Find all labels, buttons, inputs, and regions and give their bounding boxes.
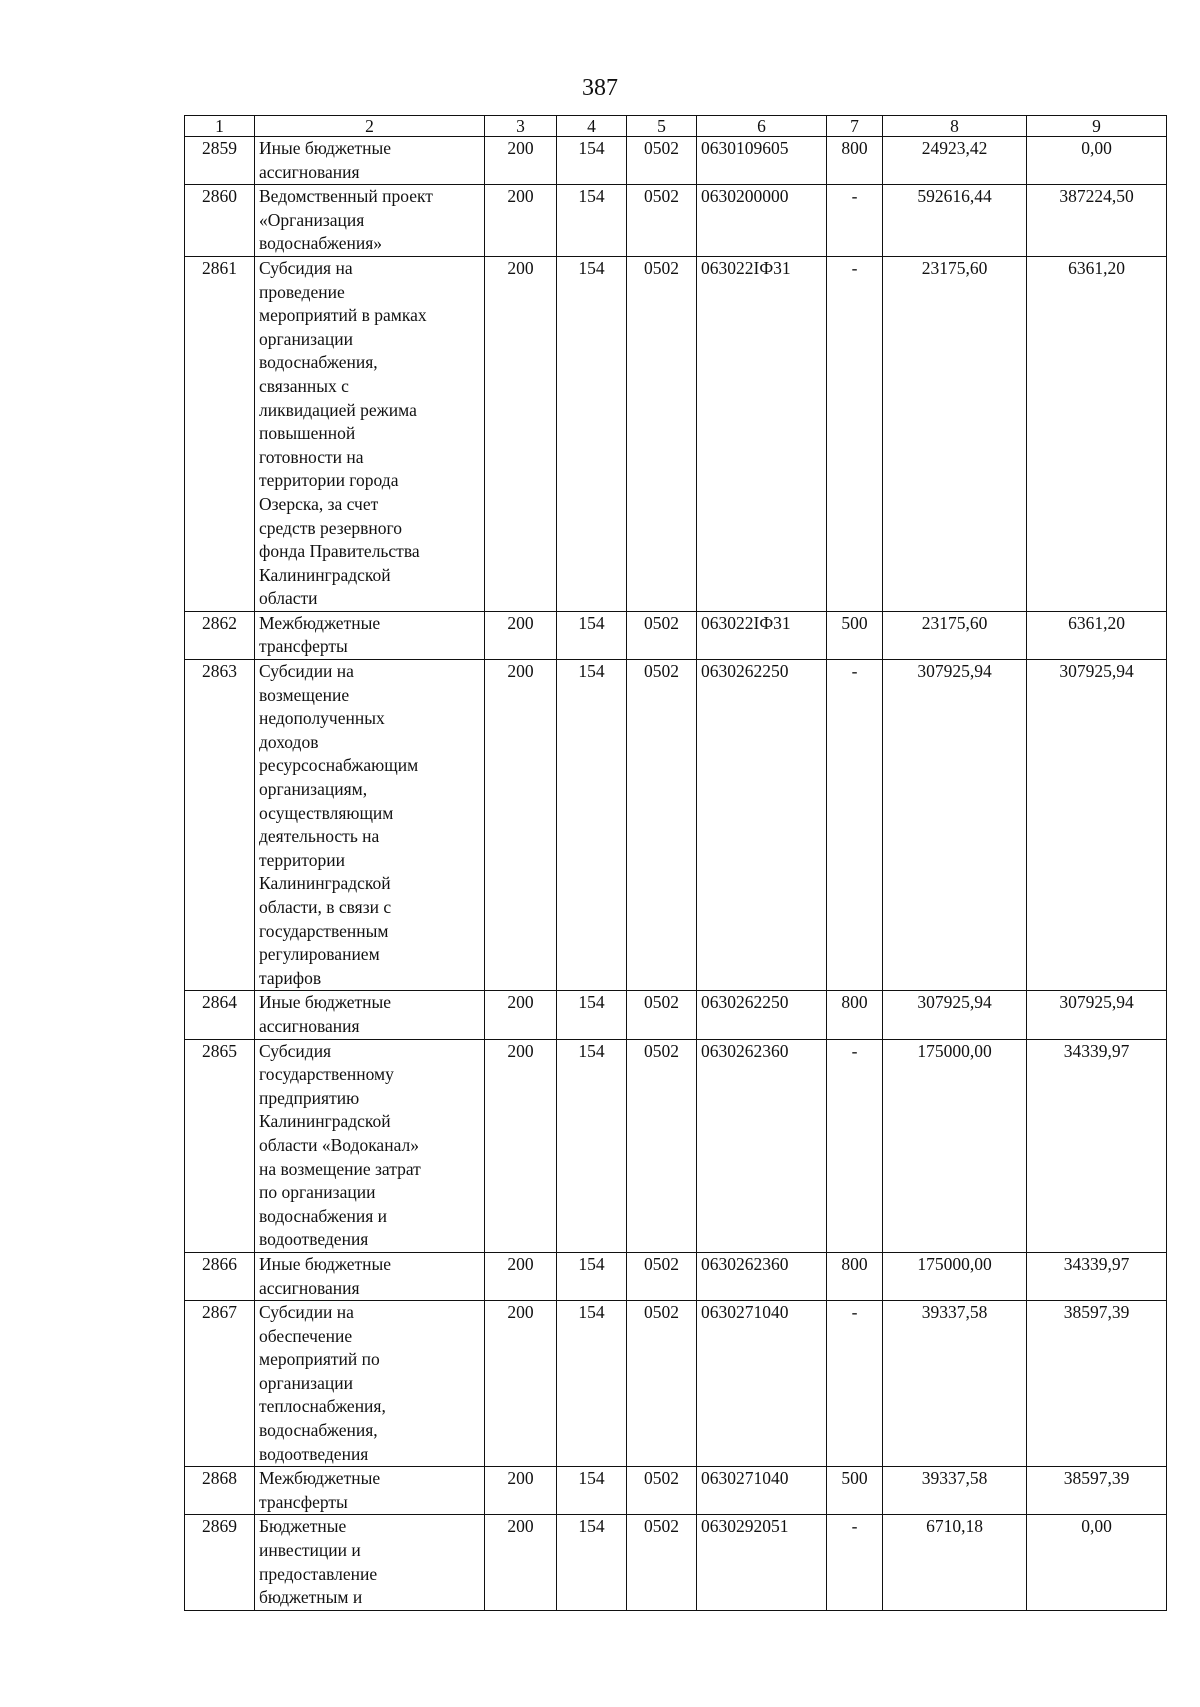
column-header: 5 xyxy=(627,116,697,137)
item-name-line: проведение xyxy=(259,281,345,302)
expense-type-cell: - xyxy=(827,185,883,257)
column-3-cell: 200 xyxy=(485,611,557,659)
item-name-cell xyxy=(255,1252,485,1300)
target-code-cell: 063022IФ31 xyxy=(697,256,827,611)
item-name-line: Иные бюджетные xyxy=(259,138,392,158)
column-4-cell: 154 xyxy=(557,1301,627,1467)
amount-column-8-cell: 39337,58 xyxy=(883,1467,1027,1515)
item-name-line: повышенной xyxy=(259,423,356,444)
item-name-line: бюджетным и xyxy=(259,1587,363,1608)
item-name-line: организации xyxy=(259,328,353,349)
item-name-line: Субсидия на xyxy=(259,257,353,278)
column-3-cell: 200 xyxy=(485,256,557,611)
column-3-cell: 200 xyxy=(485,1515,557,1610)
target-code-cell: 0630271040 xyxy=(697,1301,827,1467)
item-name-line: инвестиции и xyxy=(259,1540,361,1561)
item-name-line: средств резервного xyxy=(259,517,403,538)
item-name-line: связанных с xyxy=(259,375,349,396)
amount-column-9-cell: 38597,39 xyxy=(1027,1301,1167,1467)
amount-column-8-cell: 23175,60 xyxy=(883,611,1027,659)
column-header: 7 xyxy=(827,116,883,137)
table-row xyxy=(185,1467,1167,1515)
item-name-line: ассигнования xyxy=(259,1015,360,1036)
row-number-cell: 2868 xyxy=(185,1467,255,1515)
item-name-line: Калининградской xyxy=(259,873,391,894)
column-3-cell: 200 xyxy=(485,660,557,991)
table-row xyxy=(185,1515,1167,1610)
header-row xyxy=(185,116,1167,137)
item-name-line: по организации xyxy=(259,1182,376,1203)
target-code-cell: 0630292051 xyxy=(697,1515,827,1610)
column-4-cell: 154 xyxy=(557,1515,627,1610)
item-name-line: Иные бюджетные xyxy=(259,1253,392,1274)
amount-column-9-cell: 307925,94 xyxy=(1027,991,1167,1039)
item-name-cell xyxy=(255,1467,485,1515)
item-name-line: трансферты xyxy=(259,636,348,657)
item-name-cell xyxy=(255,185,485,257)
item-name-line: мероприятий по xyxy=(259,1349,380,1370)
table-row xyxy=(185,137,1167,185)
item-name-line: Бюджетные xyxy=(259,1516,347,1537)
column-4-cell: 154 xyxy=(557,1467,627,1515)
section-code-cell: 0502 xyxy=(627,1515,697,1610)
item-name-line: возмещение xyxy=(259,684,350,705)
item-name-cell xyxy=(255,1301,485,1467)
item-name-line: Субсидии на xyxy=(259,661,354,682)
item-name-line: доходов xyxy=(259,731,319,752)
column-3-cell: 200 xyxy=(485,1039,557,1252)
amount-column-8-cell: 24923,42 xyxy=(883,137,1027,185)
column-4-cell: 154 xyxy=(557,1039,627,1252)
amount-column-9-cell: 38597,39 xyxy=(1027,1467,1167,1515)
item-name-line: государственным xyxy=(259,920,389,941)
item-name-line: водоснабжения» xyxy=(259,233,383,254)
target-code-cell: 0630262360 xyxy=(697,1252,827,1300)
item-name-line: государственному xyxy=(259,1064,394,1085)
item-name-line: Субсидия xyxy=(259,1040,332,1061)
column-4-cell: 154 xyxy=(557,611,627,659)
row-number-cell: 2860 xyxy=(185,185,255,257)
item-name-cell xyxy=(255,660,485,991)
amount-column-8-cell: 39337,58 xyxy=(883,1301,1027,1467)
item-name-line: осуществляющим xyxy=(259,802,394,823)
column-3-cell: 200 xyxy=(485,1467,557,1515)
target-code-cell: 063022IФ31 xyxy=(697,611,827,659)
column-header: 4 xyxy=(557,116,627,137)
amount-column-9-cell: 0,00 xyxy=(1027,137,1167,185)
row-number-cell: 2865 xyxy=(185,1039,255,1252)
amount-column-9-cell: 34339,97 xyxy=(1027,1252,1167,1300)
item-name-line: территории xyxy=(259,849,345,870)
amount-column-8-cell: 175000,00 xyxy=(883,1252,1027,1300)
item-name-line: области «Водоканал» xyxy=(259,1134,419,1155)
column-3-cell: 200 xyxy=(485,137,557,185)
row-number-cell: 2866 xyxy=(185,1252,255,1300)
expense-type-cell: 800 xyxy=(827,1252,883,1300)
item-name-line: ликвидацией режима xyxy=(259,399,417,420)
expense-type-cell: 500 xyxy=(827,611,883,659)
section-code-cell: 0502 xyxy=(627,1301,697,1467)
row-number-cell: 2862 xyxy=(185,611,255,659)
table-row xyxy=(185,1252,1167,1300)
table-row xyxy=(185,991,1167,1039)
amount-column-8-cell: 592616,44 xyxy=(883,185,1027,257)
item-name-line: области, в связи с xyxy=(259,897,392,917)
section-code-cell: 0502 xyxy=(627,611,697,659)
item-name-line: «Организация xyxy=(259,209,365,230)
item-name-line: тарифов xyxy=(259,967,322,988)
section-code-cell: 0502 xyxy=(627,991,697,1039)
section-code-cell: 0502 xyxy=(627,256,697,611)
amount-column-9-cell: 307925,94 xyxy=(1027,660,1167,991)
item-name-line: организации xyxy=(259,1372,353,1393)
column-header: 9 xyxy=(1027,116,1167,137)
item-name-line: организациям, xyxy=(259,779,368,800)
amount-column-8-cell: 6710,18 xyxy=(883,1515,1027,1610)
item-name-line: теплоснабжения, xyxy=(259,1396,386,1417)
item-name-line: предоставление xyxy=(259,1563,378,1584)
item-name-line: Калининградской xyxy=(259,1111,391,1132)
column-3-cell: 200 xyxy=(485,1301,557,1467)
item-name-line: фонда Правительства xyxy=(259,541,420,562)
item-name-line: Межбюджетные xyxy=(259,612,381,633)
amount-column-9-cell: 6361,20 xyxy=(1027,256,1167,611)
amount-column-8-cell: 307925,94 xyxy=(883,991,1027,1039)
table-row xyxy=(185,1301,1167,1467)
amount-column-8-cell: 175000,00 xyxy=(883,1039,1027,1252)
item-name-line: водоснабжения, xyxy=(259,352,378,373)
column-3-cell: 200 xyxy=(485,1252,557,1300)
item-name-line: водоснабжения, xyxy=(259,1420,378,1441)
amount-column-8-cell: 307925,94 xyxy=(883,660,1027,991)
target-code-cell: 0630200000 xyxy=(697,185,827,257)
row-number-cell: 2869 xyxy=(185,1515,255,1610)
item-name-line: деятельность на xyxy=(259,826,380,847)
target-code-cell: 0630109605 xyxy=(697,137,827,185)
item-name-line: мероприятий в рамках xyxy=(259,305,427,326)
item-name-line: ассигнования xyxy=(259,1277,360,1298)
target-code-cell: 0630262250 xyxy=(697,991,827,1039)
column-4-cell: 154 xyxy=(557,991,627,1039)
expense-type-cell: - xyxy=(827,1301,883,1467)
item-name-line: территории города xyxy=(259,470,399,491)
column-4-cell: 154 xyxy=(557,256,627,611)
item-name-cell xyxy=(255,1515,485,1610)
row-number-cell: 2861 xyxy=(185,256,255,611)
column-header: 2 xyxy=(255,116,485,137)
column-header: 3 xyxy=(485,116,557,137)
item-name-line: ресурсоснабжающим xyxy=(259,755,419,776)
table-row xyxy=(185,1039,1167,1252)
table-row xyxy=(185,256,1167,611)
row-number-cell: 2864 xyxy=(185,991,255,1039)
target-code-cell: 0630262360 xyxy=(697,1039,827,1252)
amount-column-9-cell: 6361,20 xyxy=(1027,611,1167,659)
expense-type-cell: - xyxy=(827,256,883,611)
row-number-cell: 2867 xyxy=(185,1301,255,1467)
section-code-cell: 0502 xyxy=(627,185,697,257)
column-header: 8 xyxy=(883,116,1027,137)
column-4-cell: 154 xyxy=(557,1252,627,1300)
item-name-line: области xyxy=(259,588,318,609)
amount-column-9-cell: 0,00 xyxy=(1027,1515,1167,1610)
item-name-cell xyxy=(255,991,485,1039)
item-name-line: водоотведения xyxy=(259,1443,369,1464)
target-code-cell: 0630262250 xyxy=(697,660,827,991)
item-name-line: Калининградской xyxy=(259,564,391,585)
item-name-line: недополученных xyxy=(259,708,385,729)
column-header: 1 xyxy=(185,116,255,137)
item-name-line: готовности на xyxy=(259,446,364,467)
item-name-line: водоотведения xyxy=(259,1229,369,1250)
item-name-line: Субсидии на xyxy=(259,1302,354,1323)
amount-column-8-cell: 23175,60 xyxy=(883,256,1027,611)
section-code-cell: 0502 xyxy=(627,660,697,991)
item-name-line: Межбюджетные xyxy=(259,1468,381,1489)
item-name-line: трансферты xyxy=(259,1491,348,1512)
item-name-cell xyxy=(255,256,485,611)
table-row xyxy=(185,185,1167,257)
expense-type-cell: 500 xyxy=(827,1467,883,1515)
section-code-cell: 0502 xyxy=(627,1467,697,1515)
item-name-cell xyxy=(255,137,485,185)
item-name-cell xyxy=(255,611,485,659)
column-3-cell: 200 xyxy=(485,185,557,257)
expense-type-cell: - xyxy=(827,660,883,991)
target-code-cell: 0630271040 xyxy=(697,1467,827,1515)
expense-type-cell: - xyxy=(827,1039,883,1252)
budget-table xyxy=(184,115,1167,1611)
item-name-line: ассигнования xyxy=(259,161,360,182)
item-name-line: регулированием xyxy=(259,944,380,965)
row-number-cell: 2863 xyxy=(185,660,255,991)
item-name-line: Ведомственный проект xyxy=(259,186,433,207)
section-code-cell: 0502 xyxy=(627,1039,697,1252)
expense-type-cell: - xyxy=(827,1515,883,1610)
item-name-line: обеспечение xyxy=(259,1325,353,1346)
item-name-line: на возмещение затрат xyxy=(259,1158,421,1179)
row-number-cell: 2859 xyxy=(185,137,255,185)
amount-column-9-cell: 34339,97 xyxy=(1027,1039,1167,1252)
item-name-line: водоснабжения и xyxy=(259,1205,387,1226)
section-code-cell: 0502 xyxy=(627,1252,697,1300)
expense-type-cell: 800 xyxy=(827,137,883,185)
expense-type-cell: 800 xyxy=(827,991,883,1039)
item-name-cell xyxy=(255,1039,485,1252)
table-row xyxy=(185,660,1167,991)
item-name-line: предприятию xyxy=(259,1087,360,1108)
column-4-cell: 154 xyxy=(557,137,627,185)
section-code-cell: 0502 xyxy=(627,137,697,185)
table-row xyxy=(185,611,1167,659)
amount-column-9-cell: 387224,50 xyxy=(1027,185,1167,257)
column-3-cell: 200 xyxy=(485,991,557,1039)
page-number: 387 xyxy=(582,75,618,101)
item-name-line: Иные бюджетные xyxy=(259,992,392,1013)
column-4-cell: 154 xyxy=(557,660,627,991)
column-header: 6 xyxy=(697,116,827,137)
item-name-line: Озерска, за счет xyxy=(259,493,379,514)
column-4-cell: 154 xyxy=(557,185,627,257)
